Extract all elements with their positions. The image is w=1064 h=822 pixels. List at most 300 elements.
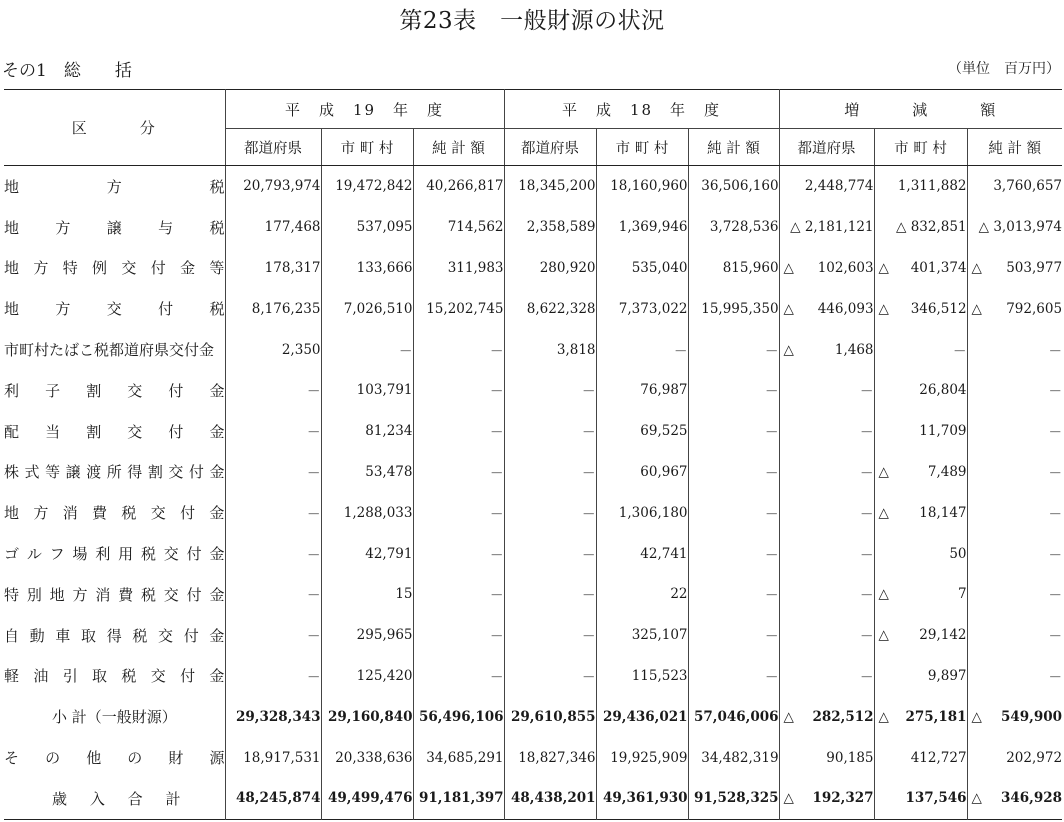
value-cell — [504, 696, 596, 737]
value-cell — [688, 288, 779, 329]
decrease-mark: △ — [878, 463, 889, 480]
value-text: 49,499,476 — [327, 790, 413, 807]
value-cell — [596, 452, 688, 493]
value-text: － — [1048, 669, 1063, 686]
table-row — [4, 207, 1062, 248]
value-text: － — [1048, 506, 1063, 523]
header-group-h18: 平 成 18 年 度 — [504, 90, 779, 129]
value-cell — [413, 696, 504, 737]
value-text: 103,791 — [356, 382, 413, 399]
value-text: 9,897 — [927, 667, 967, 684]
value-cell — [967, 533, 1062, 574]
value-text: 29,328,343 — [235, 708, 321, 725]
decrease-mark: △ — [878, 586, 889, 603]
row-label-text: 地 方 特 例 交 付 金 等 — [4, 259, 225, 278]
value-cell — [688, 411, 779, 452]
value-cell — [779, 574, 874, 615]
value-cell — [321, 329, 413, 370]
value-text: 53,478 — [365, 463, 413, 480]
value-cell — [225, 166, 321, 207]
value-text: △ 3,013,974 — [978, 219, 1063, 236]
value-cell — [504, 370, 596, 411]
value-cell — [779, 452, 874, 493]
value-text: 1,288,033 — [343, 504, 413, 521]
value-cell — [413, 533, 504, 574]
value-text: △ 2,181,121 — [790, 219, 874, 236]
value-text: 202,972 — [1006, 749, 1063, 766]
value-cell — [779, 411, 874, 452]
value-text: 8,176,235 — [251, 300, 321, 317]
value-cell — [225, 574, 321, 615]
value-cell — [779, 615, 874, 656]
value-cell — [779, 370, 874, 411]
value-cell — [413, 452, 504, 493]
value-cell — [413, 288, 504, 329]
value-cell — [596, 737, 688, 778]
value-text: － — [860, 547, 874, 564]
value-cell — [413, 370, 504, 411]
value-text: 2,350 — [281, 341, 321, 358]
table-row — [4, 288, 1062, 329]
value-cell — [225, 370, 321, 411]
header-col: 都道府県 — [225, 129, 321, 166]
value-cell — [504, 492, 596, 533]
value-cell — [779, 166, 874, 207]
value-text: － — [765, 547, 779, 564]
value-text: － — [307, 588, 321, 605]
value-cell — [967, 656, 1062, 697]
value-cell — [225, 696, 321, 737]
value-cell — [967, 288, 1062, 329]
value-text: － — [1048, 547, 1063, 564]
value-text: 48,438,201 — [510, 790, 596, 807]
value-text: 57,046,006 — [693, 708, 779, 725]
value-text: 40,266,817 — [426, 178, 504, 195]
value-text: － — [490, 465, 504, 482]
value-cell — [225, 533, 321, 574]
value-text: － — [582, 629, 596, 646]
row-label — [4, 533, 225, 574]
value-cell — [779, 696, 874, 737]
value-text: － — [307, 669, 321, 686]
value-cell — [504, 574, 596, 615]
value-cell — [874, 288, 967, 329]
value-text: 535,040 — [631, 259, 688, 276]
value-text: 125,420 — [356, 667, 413, 684]
value-text: 1,306,180 — [618, 504, 688, 521]
value-text: 29,436,021 — [602, 708, 688, 725]
value-text: 2,448,774 — [804, 178, 874, 195]
header-group-change: 増 減 額 — [779, 90, 1062, 129]
value-text: 792,605 — [1006, 300, 1063, 317]
value-cell — [967, 166, 1062, 207]
table-row — [4, 492, 1062, 533]
value-cell — [874, 737, 967, 778]
value-cell — [225, 737, 321, 778]
value-cell — [321, 370, 413, 411]
value-cell — [321, 696, 413, 737]
value-text: 178,317 — [264, 259, 321, 276]
value-cell — [321, 288, 413, 329]
value-text: 133,666 — [356, 259, 413, 276]
value-cell — [596, 533, 688, 574]
value-cell — [779, 492, 874, 533]
header-col: 純 計 額 — [967, 129, 1062, 166]
table-row — [4, 778, 1062, 819]
value-cell — [688, 207, 779, 248]
value-cell — [688, 533, 779, 574]
value-cell — [596, 615, 688, 656]
value-text: － — [860, 669, 874, 686]
value-cell — [321, 166, 413, 207]
value-cell — [779, 778, 874, 819]
decrease-mark: △ — [971, 300, 982, 317]
value-text: － — [765, 465, 779, 482]
value-text: 7 — [957, 586, 967, 603]
row-label — [4, 207, 225, 248]
value-cell — [779, 248, 874, 289]
value-cell — [225, 778, 321, 819]
value-cell — [967, 248, 1062, 289]
value-text: 102,603 — [817, 259, 874, 276]
value-cell — [779, 656, 874, 697]
value-cell — [504, 411, 596, 452]
value-text: － — [490, 384, 504, 401]
decrease-mark: △ — [783, 300, 794, 317]
value-cell — [225, 452, 321, 493]
unit-label: （単位 百万円） — [948, 61, 1060, 77]
value-text: － — [860, 588, 874, 605]
row-label-text: 地 方 消 費 税 交 付 金 — [4, 504, 225, 523]
value-cell — [779, 329, 874, 370]
value-cell — [779, 207, 874, 248]
table-subtitle: その1 総 括 — [2, 61, 132, 81]
value-text: 42,741 — [640, 545, 688, 562]
value-text: 11,709 — [919, 423, 967, 440]
value-text: 15 — [395, 586, 413, 603]
row-label-text: 利 子 割 交 付 金 — [4, 381, 225, 400]
value-cell — [874, 656, 967, 697]
value-cell — [688, 737, 779, 778]
value-cell — [321, 737, 413, 778]
decrease-mark: △ — [878, 300, 889, 317]
value-text: 412,727 — [910, 749, 967, 766]
value-cell — [874, 533, 967, 574]
header-group-h19: 平 成 19 年 度 — [225, 90, 504, 129]
value-cell — [967, 207, 1062, 248]
row-label — [4, 411, 225, 452]
header-col: 都道府県 — [779, 129, 874, 166]
decrease-mark: △ — [783, 341, 794, 358]
value-text: － — [765, 425, 779, 442]
value-text: 20,793,974 — [243, 178, 321, 195]
value-text: 295,965 — [356, 627, 413, 644]
value-cell — [225, 492, 321, 533]
row-label — [4, 615, 225, 656]
value-text: － — [399, 343, 413, 360]
value-cell — [874, 248, 967, 289]
value-cell — [688, 615, 779, 656]
value-text: 275,181 — [905, 708, 967, 725]
row-label — [4, 329, 225, 370]
value-cell — [874, 615, 967, 656]
value-text: － — [1048, 629, 1063, 646]
header-col: 都道府県 — [504, 129, 596, 166]
value-text: 714,562 — [447, 219, 504, 236]
value-text: － — [307, 465, 321, 482]
value-text: － — [953, 343, 967, 360]
value-text: 7,489 — [927, 463, 967, 480]
value-cell — [225, 411, 321, 452]
value-text: 15,995,350 — [701, 300, 779, 317]
value-cell — [596, 778, 688, 819]
row-label-text: ゴ ル フ 場 利 用 税 交 付 金 — [4, 545, 225, 564]
table-row — [4, 329, 1062, 370]
value-cell — [504, 533, 596, 574]
value-text: 49,361,930 — [602, 790, 688, 807]
value-cell — [413, 207, 504, 248]
value-text: － — [582, 669, 596, 686]
value-cell — [504, 737, 596, 778]
value-text: 1,311,882 — [897, 178, 967, 195]
value-text: － — [860, 465, 874, 482]
value-text: 18,917,531 — [243, 749, 321, 766]
value-cell — [874, 207, 967, 248]
value-cell — [779, 533, 874, 574]
value-text: － — [582, 465, 596, 482]
value-text: 1,468 — [834, 341, 874, 358]
value-text: 18,147 — [919, 504, 967, 521]
value-text: 36,506,160 — [701, 178, 779, 195]
value-cell — [504, 288, 596, 329]
value-text: － — [582, 547, 596, 564]
value-cell — [504, 248, 596, 289]
header-col: 市 町 村 — [596, 129, 688, 166]
row-label — [4, 166, 225, 207]
value-cell — [321, 411, 413, 452]
value-cell — [504, 656, 596, 697]
value-cell — [967, 329, 1062, 370]
value-text: 3,760,657 — [993, 178, 1063, 195]
value-text: 446,093 — [817, 300, 874, 317]
row-label-text: そ の 他 の 財 源 — [4, 749, 225, 768]
value-text: 18,345,200 — [518, 178, 596, 195]
value-text: － — [582, 384, 596, 401]
value-cell — [779, 288, 874, 329]
row-label — [4, 492, 225, 533]
value-cell — [688, 370, 779, 411]
value-text: 282,512 — [812, 708, 874, 725]
value-cell — [413, 574, 504, 615]
value-text: 346,512 — [910, 300, 967, 317]
value-text: 19,925,909 — [610, 749, 688, 766]
row-label — [4, 452, 225, 493]
value-text: － — [1048, 588, 1063, 605]
table-row — [4, 248, 1062, 289]
value-text: － — [582, 506, 596, 523]
value-cell — [688, 656, 779, 697]
decrease-mark: △ — [783, 790, 794, 807]
value-cell — [321, 615, 413, 656]
value-text: 401,374 — [910, 259, 967, 276]
decrease-mark: △ — [878, 708, 889, 725]
table-row — [4, 574, 1062, 615]
value-text: 3,818 — [556, 341, 596, 358]
row-label-text: 軽 油 引 取 税 交 付 金 — [4, 667, 225, 686]
row-label — [4, 737, 225, 778]
value-text: 90,185 — [826, 749, 874, 766]
value-cell — [874, 166, 967, 207]
value-cell — [504, 778, 596, 819]
value-cell — [504, 166, 596, 207]
decrease-mark: △ — [971, 790, 982, 807]
value-text: － — [490, 547, 504, 564]
value-text: 26,804 — [919, 382, 967, 399]
value-cell — [874, 492, 967, 533]
value-text: 91,181,397 — [418, 790, 504, 807]
value-text: 50 — [949, 545, 967, 562]
value-text: － — [490, 629, 504, 646]
value-cell — [967, 492, 1062, 533]
value-cell — [688, 248, 779, 289]
value-cell — [596, 411, 688, 452]
value-text: 48,245,874 — [235, 790, 321, 807]
general-revenue-table — [4, 89, 1062, 820]
value-cell — [321, 533, 413, 574]
value-cell — [874, 452, 967, 493]
value-cell — [504, 452, 596, 493]
value-cell — [967, 615, 1062, 656]
value-text: － — [860, 629, 874, 646]
value-text: 137,546 — [905, 790, 967, 807]
value-cell — [874, 329, 967, 370]
value-text: － — [490, 588, 504, 605]
header-col: 市 町 村 — [321, 129, 413, 166]
table-row — [4, 656, 1062, 697]
value-text: 19,472,842 — [335, 178, 413, 195]
value-cell — [413, 615, 504, 656]
value-text: 549,900 — [1000, 708, 1063, 725]
value-text: 29,160,840 — [327, 708, 413, 725]
row-label — [4, 370, 225, 411]
value-text: 22 — [670, 586, 688, 603]
row-label-text: 地 方 税 — [4, 177, 225, 196]
value-text: － — [1048, 425, 1063, 442]
value-text: － — [490, 669, 504, 686]
value-text: 81,234 — [365, 423, 413, 440]
value-cell — [596, 207, 688, 248]
value-cell — [596, 656, 688, 697]
value-text: 29,610,855 — [510, 708, 596, 725]
value-text: 280,920 — [539, 259, 596, 276]
value-cell — [967, 778, 1062, 819]
value-cell — [504, 615, 596, 656]
value-text: 42,791 — [365, 545, 413, 562]
row-label — [4, 656, 225, 697]
value-cell — [688, 778, 779, 819]
header-col: 純 計 額 — [688, 129, 779, 166]
value-text: 56,496,106 — [418, 708, 504, 725]
table-row — [4, 166, 1062, 207]
value-text: 192,327 — [812, 790, 874, 807]
table-row — [4, 533, 1062, 574]
value-text: － — [582, 425, 596, 442]
table-row — [4, 452, 1062, 493]
value-text: － — [860, 425, 874, 442]
table-row — [4, 615, 1062, 656]
value-cell — [225, 288, 321, 329]
value-cell — [596, 329, 688, 370]
value-text: 91,528,325 — [693, 790, 779, 807]
value-text: － — [490, 425, 504, 442]
value-cell — [967, 574, 1062, 615]
row-label-text: 自 動 車 取 得 税 交 付 金 — [4, 626, 225, 645]
value-cell — [225, 329, 321, 370]
decrease-mark: △ — [878, 259, 889, 276]
value-cell — [321, 248, 413, 289]
table-row — [4, 370, 1062, 411]
value-text: － — [765, 343, 779, 360]
value-cell — [413, 329, 504, 370]
value-cell — [321, 574, 413, 615]
row-label — [4, 574, 225, 615]
value-cell — [874, 411, 967, 452]
value-text: － — [765, 669, 779, 686]
value-text: － — [490, 343, 504, 360]
value-cell — [413, 778, 504, 819]
value-text: 29,142 — [919, 627, 967, 644]
row-label-text: 市町村たばこ税都道府県交付金 — [4, 341, 215, 360]
value-text: 15,202,745 — [426, 300, 504, 317]
value-cell — [596, 574, 688, 615]
decrease-mark: △ — [783, 259, 794, 276]
value-cell — [967, 452, 1062, 493]
value-text: 2,358,589 — [526, 219, 596, 236]
value-cell — [688, 166, 779, 207]
value-cell — [225, 615, 321, 656]
row-label-text: 歳 入 合 計 — [52, 789, 181, 808]
value-cell — [967, 370, 1062, 411]
table-row — [4, 696, 1062, 737]
decrease-mark: △ — [783, 708, 794, 725]
value-cell — [688, 492, 779, 533]
value-text: 115,523 — [631, 667, 688, 684]
table-title: 第23表 一般財源の状況 — [399, 8, 665, 34]
value-text: 325,107 — [631, 627, 688, 644]
value-cell — [321, 656, 413, 697]
value-cell — [874, 574, 967, 615]
value-cell — [874, 370, 967, 411]
row-label — [4, 288, 225, 329]
value-cell — [321, 492, 413, 533]
value-text: － — [765, 506, 779, 523]
value-text: － — [490, 506, 504, 523]
value-cell — [225, 656, 321, 697]
value-text: 8,622,328 — [526, 300, 596, 317]
value-cell — [321, 778, 413, 819]
value-cell — [596, 288, 688, 329]
value-cell — [967, 411, 1062, 452]
value-text: － — [307, 629, 321, 646]
value-text: △ 832,851 — [896, 219, 967, 236]
value-cell — [596, 370, 688, 411]
value-text: － — [1048, 465, 1063, 482]
value-cell — [504, 329, 596, 370]
value-text: 34,482,319 — [701, 749, 779, 766]
value-cell — [688, 452, 779, 493]
value-cell — [225, 207, 321, 248]
value-text: － — [674, 343, 688, 360]
